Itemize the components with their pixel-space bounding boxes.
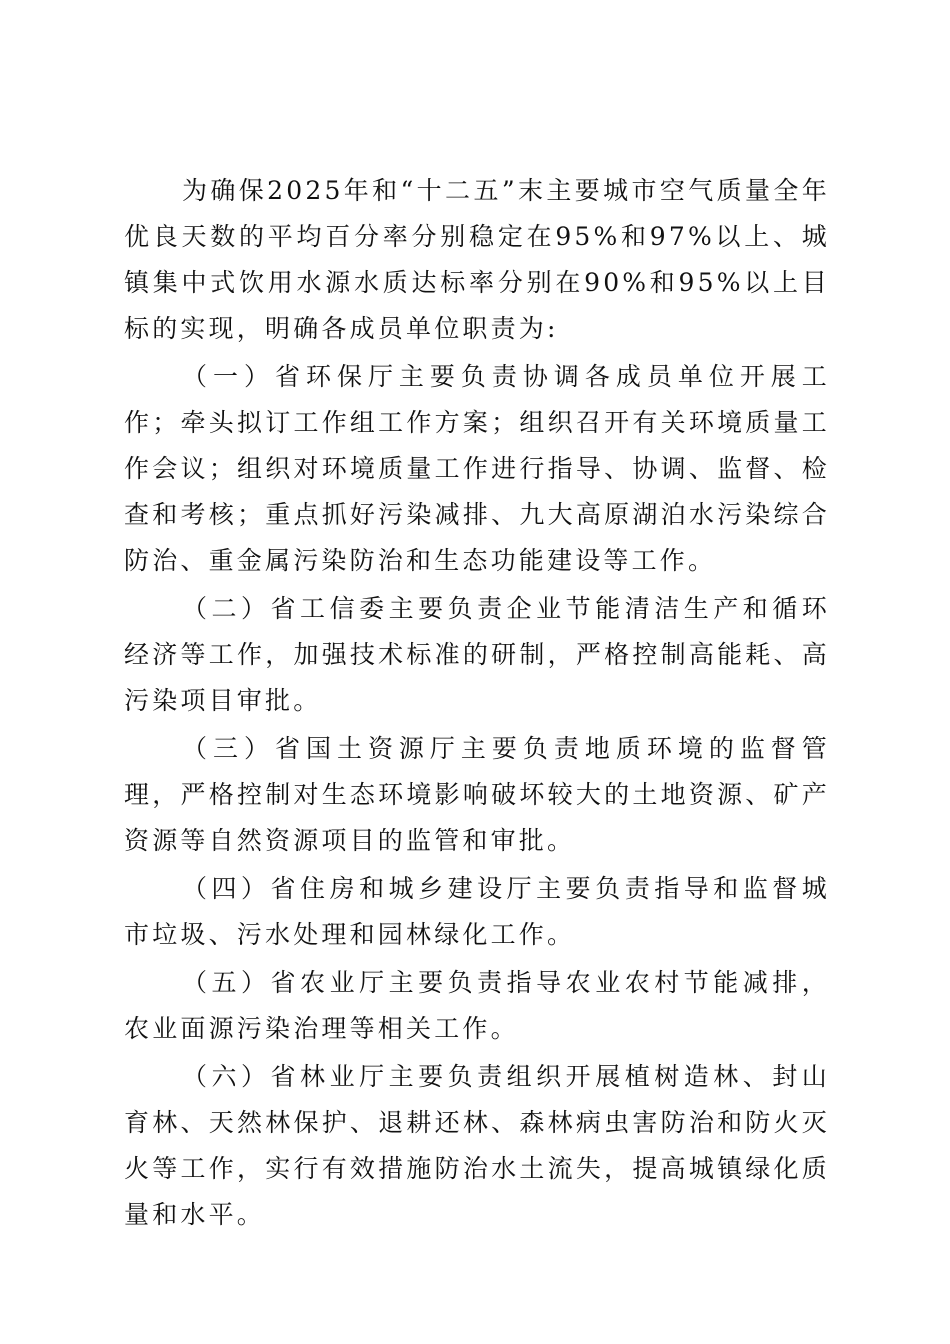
paragraph-item-1: （一）省环保厅主要负责协调各成员单位开展工作；牵头拟订工作组工作方案；组织召开有关环境质量工作会议；组织对环境质量工作进行指导、协调、监督、检查和考核；重点抓好污染减排、九大高原湖泊水污染综合防治、重金属污染防治和生态功能建设等工作。: [124, 362, 830, 575]
paragraph-item-2: （二）省工信委主要负责企业节能清洁生产和循环经济等工作，加强技术标准的研制，严格控制高能耗、高污染项目审批。: [124, 594, 830, 715]
paragraph-item-6: （六）省林业厅主要负责组织开展植树造林、封山育林、天然林保护、退耕还林、森林病虫害防治和防火灭火等工作，实行有效措施防治水土流失，提高城镇绿化质量和水平。: [124, 1062, 830, 1229]
paragraph-item-5: （五）省农业厅主要负责指导农业农村节能减排，农业面源污染治理等相关工作。: [124, 968, 830, 1043]
document-body: [124, 168, 830, 1238]
paragraph-intro: 为确保2025年和“十二五”末主要城市空气质量全年优良天数的平均百分率分别稳定在95%和97%以上、城镇集中式饮用水源水质达标率分别在90%和95%以上目标的实现，明确各成员单位职责为:: [124, 176, 830, 343]
paragraph-item-3: （三）省国土资源厅主要负责地质环境的监督管理，严格控制对生态环境影响破坏较大的土地资源、矿产资源等自然资源项目的监管和审批。: [124, 734, 830, 855]
paragraph-item-4: （四）省住房和城乡建设厅主要负责指导和监督城市垃圾、污水处理和园林绿化工作。: [124, 874, 830, 949]
